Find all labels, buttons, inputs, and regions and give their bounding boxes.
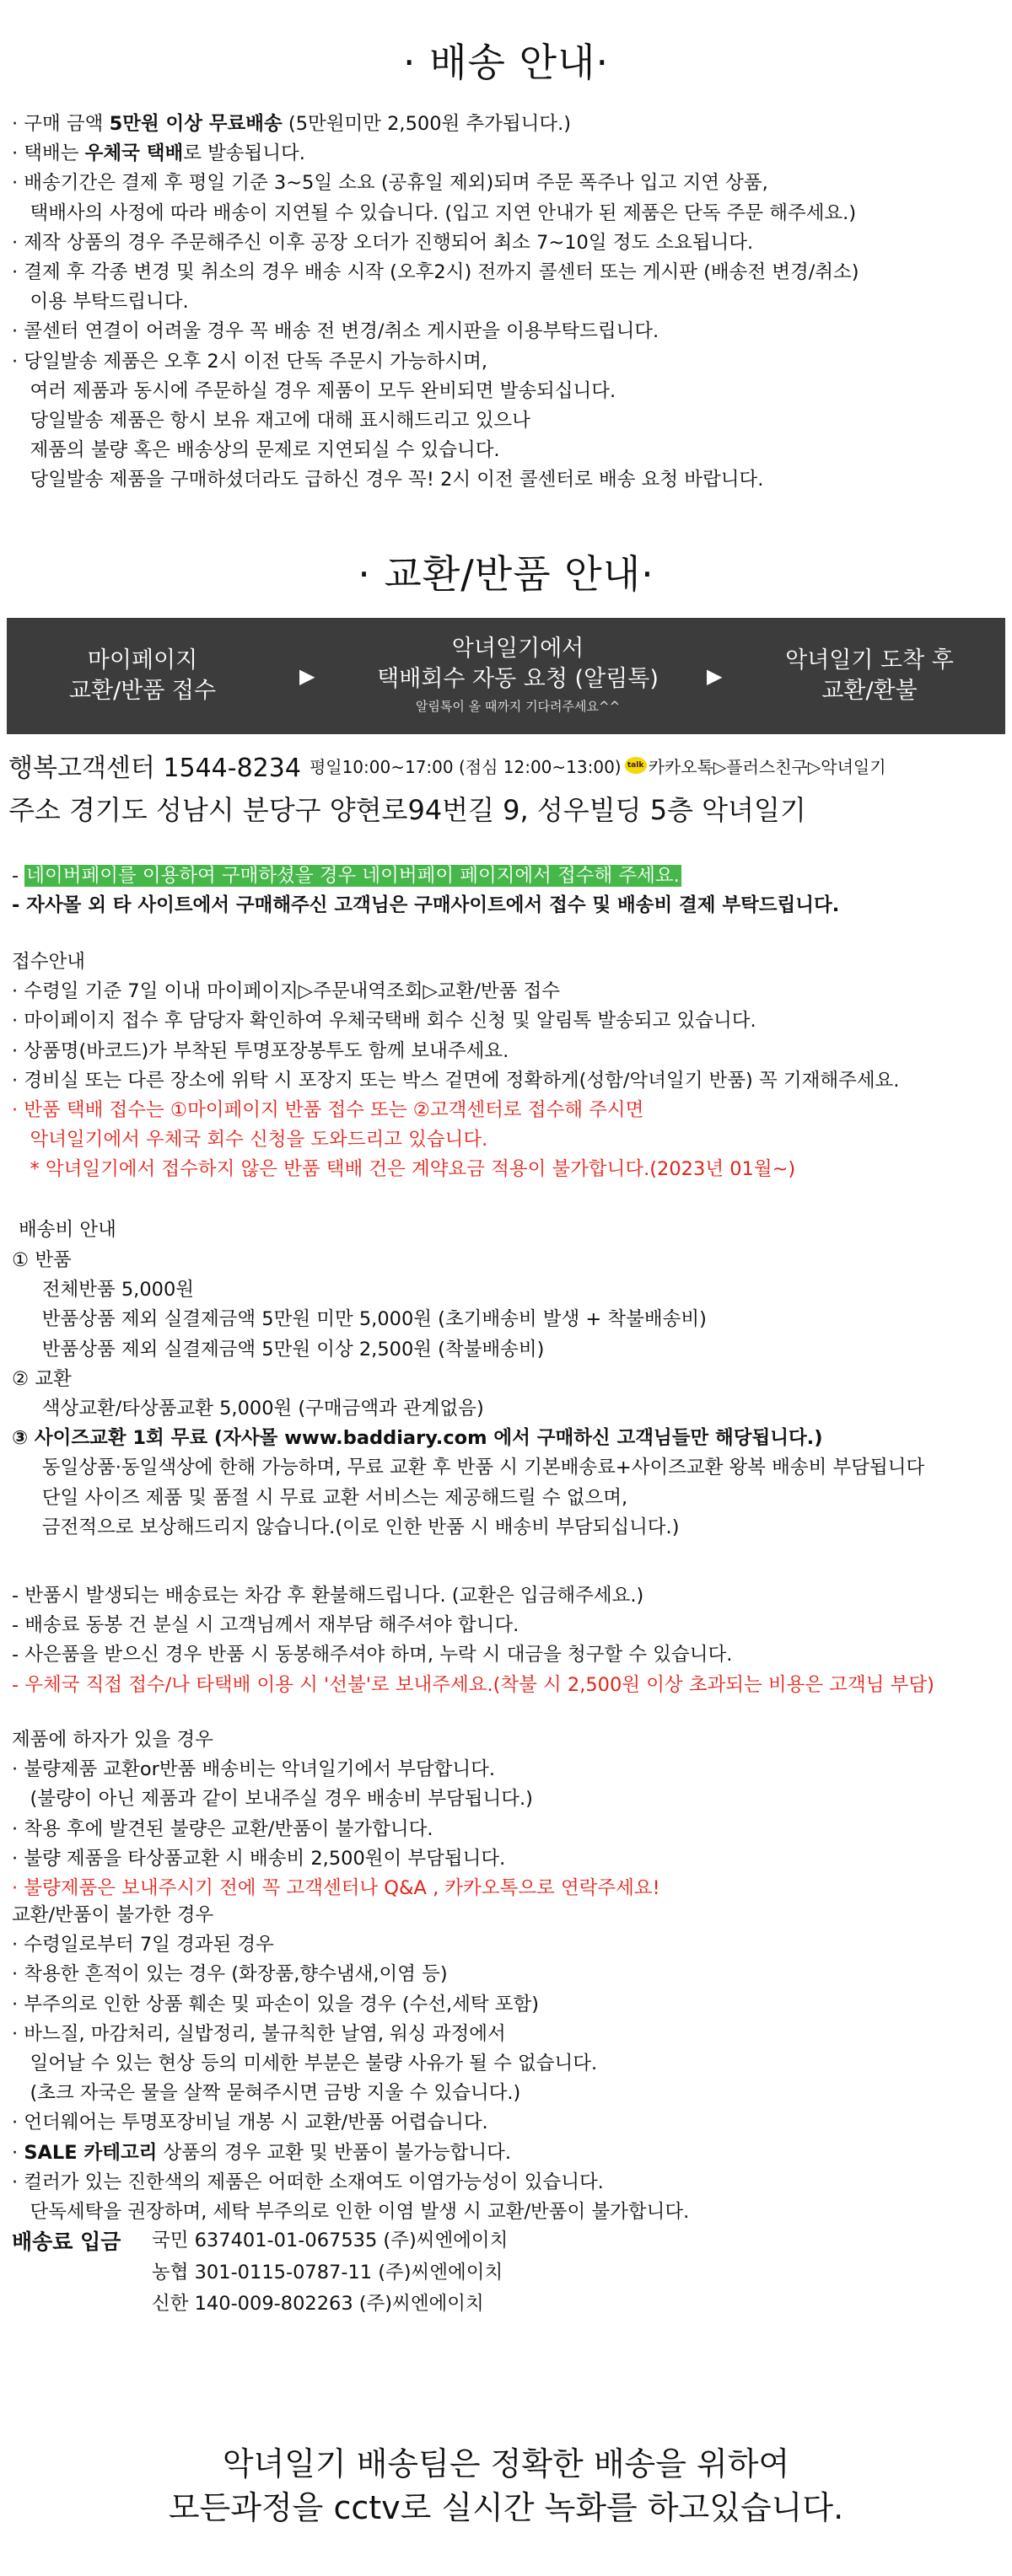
step-3-line2: 교환/환불: [821, 678, 918, 704]
text-segment: - 배송료 동봉 건 분실 시 고객님께서 재부담 해주셔야 합니다.: [12, 1614, 519, 1637]
text-line: [12, 1784, 1004, 1814]
text-segment: 일어날 수 있는 현상 등의 미세한 부분은 불량 사유가 될 수 없습니다.: [12, 2053, 598, 2075]
text-line: [12, 1874, 1004, 1903]
arrow-right-icon: ▶: [299, 664, 315, 688]
shipping-fee-lines: [12, 1246, 1004, 1543]
text-line: [12, 406, 1004, 436]
text-line: [12, 1305, 1004, 1334]
text-segment: 금전적으로 보상해드리지 않습니다.(이로 인한 반품 시 배송비 부담되십니다.): [12, 1516, 680, 1538]
text-segment: · 컬러가 있는 진한색의 제품은 어떠한 소재여도 이염가능성이 있습니다.: [12, 2171, 604, 2193]
text-segment: · 언더웨어는 투명포장비닐 개봉 시 교환/반품 어렵습니다.: [12, 2112, 488, 2134]
text-segment: · 착용한 흔적이 있는 경우 (화장품,향수냄새,이염 등): [12, 1963, 448, 1986]
notice-lines: [12, 861, 1004, 920]
text-segment: · 불량 제품을 타상품교환 시 배송비 2,500원이 부담됩니다.: [12, 1847, 506, 1870]
defect-lines: [12, 1755, 1004, 1903]
refund-notes: [12, 1581, 1004, 1700]
step-2-note: 알림톡이 올 때까지 기다려주세요^^: [415, 699, 621, 714]
step-2-line1: 악녀일기에서: [451, 636, 584, 662]
text-segment: · 마이페이지 접수 후 담당자 확인하여 우체국택배 회수 신청 및 알림톡 발송되고 있습니다.: [12, 1010, 756, 1033]
exchange-title: · 교환/반품 안내·: [358, 551, 654, 597]
text-segment: · 콜센터 연결이 어려울 경우 꼭 배송 전 변경/취소 게시판을 이용부탁드립니다.: [12, 320, 659, 343]
text-segment: 이용 부탁드립니다.: [12, 291, 189, 314]
step-refund: [734, 618, 1005, 734]
bank-account-nh: 농협 301-0115-0787-11 (주)씨엔에이치: [152, 2261, 503, 2284]
text-segment: · 당일발송 제품은 오후 2시 이전 단독 주문시 가능하시며,: [12, 350, 488, 373]
text-segment: 택배사의 사정에 따라 배송이 지연될 수 있습니다. (입고 지연 안내가 된 제품은 단독 주문 해주세요.): [12, 201, 857, 224]
customer-center: [8, 749, 886, 782]
cctv-notice-line1: 악녀일기 배송팀은 정확한 배송을 위하여: [222, 2445, 790, 2482]
text-line: [12, 1155, 1004, 1184]
bank-rows: [152, 2225, 508, 2321]
text-segment: · 착용 후에 발견된 불량은 교환/반품이 불가합니다.: [12, 1817, 433, 1840]
return-process-steps: [7, 618, 1005, 734]
text-line: [12, 1246, 1004, 1275]
highlighted-text: 네이버페이를 이용하여 구매하셨을 경우 네이버페이 페이지에서 접수해 주세요.: [26, 865, 680, 887]
text-line: [12, 2198, 1004, 2227]
text-segment: 반품상품 제외 실결제금액 5만원 미만 5,000원 (초기배송비 발생 + 착불배송비): [12, 1308, 707, 1331]
step-mypage-request: [7, 618, 278, 734]
text-line: [12, 1453, 1004, 1483]
defect-title: 제품에 하자가 있을 경우: [12, 1729, 213, 1751]
shipping-fee-title: [19, 1216, 1010, 1245]
text-line: [12, 1611, 1004, 1640]
not-allowed-section: [12, 1901, 1004, 2227]
not-allowed-lines: [12, 1930, 1004, 2227]
text-line: [12, 2020, 1004, 2049]
text-segment: (초크 자국은 물을 살짝 묻혀주시면 금방 지울 수 있습니다.): [12, 2082, 521, 2105]
text-line: [12, 2108, 1004, 2138]
step-2-line2: 택배회수 자동 요청 (알림톡): [377, 666, 659, 692]
text-line: [12, 199, 1004, 228]
text-line: [12, 1365, 1004, 1394]
delivery-title: · 배송 안내·: [402, 40, 610, 85]
text-line: [12, 287, 1004, 317]
reception-lines: [12, 977, 1004, 1184]
text-line: [12, 1096, 1004, 1125]
text-line: [12, 347, 1004, 377]
text-segment: · 택배는: [12, 142, 85, 165]
defect-section: [12, 1725, 1004, 1903]
text-segment: 단일 사이즈 제품 및 품절 시 무료 교환 서비스는 제공해드릴 수 없으며,: [12, 1486, 628, 1509]
text-segment: (불량이 아닌 제품과 같이 보내주실 경우 배송비 부담됩니다.): [12, 1788, 533, 1811]
bank-label: 배송료 입금: [12, 2230, 121, 2254]
bold-text: 5만원 이상 무료배송: [109, 113, 283, 135]
text-segment: · 부주의로 인한 상품 훼손 및 파손이 있을 경우 (수선,세탁 포함): [12, 1993, 540, 2015]
text-line: [12, 1125, 1004, 1155]
company-address: 주소 경기도 성남시 분당구 양현로94번길 9, 성우빌딩 5층 악녀일기: [8, 794, 806, 826]
cctv-notice-line2: 모든과정을 cctv로 실시간 녹화를 하고있습니다.: [168, 2489, 844, 2526]
text-segment: 당일발송 제품은 항시 보유 재고에 대해 표시해드리고 있으나: [12, 410, 530, 432]
text-line: [12, 169, 1004, 198]
bold-text: SALE 카테고리: [24, 2141, 158, 2164]
text-line: [12, 1990, 1004, 2020]
text-segment: ① 반품: [12, 1249, 72, 1271]
shipping-fee-heading: 배송비 안내: [19, 1219, 116, 1241]
warning-text: 악녀일기에서 우체국 회수 신청을 도와드리고 있습니다.: [12, 1129, 488, 1151]
text-line: [12, 2139, 1004, 2168]
text-line: [12, 1275, 1004, 1305]
text-segment: - 사은품을 받으신 경우 반품 시 동봉해주셔야 하며, 누락 시 대금을 청구할 수 있습니다.: [12, 1644, 733, 1666]
text-segment: · 불량제품 교환or반품 배송비는 악녀일기에서 부담합니다.: [12, 1758, 495, 1781]
text-line: [12, 861, 1004, 891]
text-line: [12, 258, 1004, 287]
text-line: [12, 110, 1004, 139]
text-segment: · 수령일로부터 7일 경과된 경우: [12, 1934, 274, 1956]
text-segment: - 반품시 발생되는 배송료는 차감 후 환불해드립니다. (교환은 입금해주세요.): [12, 1585, 644, 1607]
text-line: [12, 1066, 1004, 1096]
text-line: [12, 436, 1004, 465]
text-line: [12, 2079, 1004, 2108]
not-allowed-title: 교환/반품이 불가한 경우: [12, 1904, 214, 1926]
text-line: [12, 1424, 1004, 1453]
text-line: [12, 1960, 1004, 1989]
text-line: [12, 1394, 1004, 1424]
text-segment: 로 발송됩니다.: [183, 142, 305, 165]
text-line: [12, 317, 1004, 346]
text-line: [12, 1815, 1004, 1844]
text-line: [12, 1640, 1004, 1670]
text-segment: 제품의 불량 혹은 배송상의 문제로 지연되실 수 있습니다.: [12, 439, 500, 462]
center-phone: 행복고객센터 1544-8234: [8, 754, 301, 783]
text-line: [12, 2049, 1004, 2079]
text-segment: · 경비실 또는 다른 장소에 위탁 시 포장지 또는 박스 겉면에 정확하게(성함/악녀일기 반품) 꼭 기재해주세요.: [12, 1069, 900, 1092]
text-segment: 동일상품·동일색상에 한해 가능하며, 무료 교환 후 반품 시 기본배송료+사이즈교환 왕복 배송비 부담됩니다: [12, 1457, 925, 1479]
reception-title: 접수안내: [12, 951, 85, 973]
text-line: [12, 1484, 1004, 1513]
bold-text: ③ 사이즈교환 1회 무료 (자사몰 www.baddiary.com 에서 구매하신 고객님들만 해당됩니다.): [12, 1427, 823, 1450]
text-segment: (5만원미만 2,500원 추가됩니다.): [282, 113, 572, 135]
text-segment: · 제작 상품의 경우 주문해주신 이후 공장 오더가 진행되어 최소 7~10일 정도 소요됩니다.: [12, 231, 754, 254]
text-line: [12, 977, 1004, 1006]
kakaotalk-icon: talk: [625, 757, 647, 774]
text-segment: 전체반품 5,000원: [12, 1279, 195, 1301]
text-line: [12, 2168, 1004, 2198]
text-segment: · 결제 후 각종 변경 및 취소의 경우 배송 시작 (오후2시) 전까지 콜센터 또는 게시판 (배송전 변경/취소): [12, 261, 859, 284]
text-segment: 당일발송 제품을 구매하셨더라도 급하신 경우 꼭! 2시 이전 콜센터로 배송 요청 바랍니다.: [12, 469, 764, 491]
text-segment: · 상품명(바코드)가 부착된 투명포장봉투도 함께 보내주세요.: [12, 1039, 509, 1062]
text-line: [12, 1581, 1004, 1611]
text-segment: 단독세탁을 권장하며, 세탁 부주의로 인한 이염 발생 시 교환/반품이 불가합니다.: [12, 2201, 690, 2224]
text-line: [12, 1006, 1004, 1036]
text-segment: ② 교환: [12, 1367, 72, 1390]
step-1-line1: 마이페이지: [87, 647, 198, 674]
delivery-lines: [12, 110, 1004, 496]
text-line: [12, 465, 1004, 495]
text-segment: 여러 제품과 동시에 주문하실 경우 제품이 모두 완비되면 발송되십니다.: [12, 379, 616, 402]
bank-account-kb: 국민 637401-01-067535 (주)씨엔에이치: [152, 2230, 509, 2251]
text-line: [12, 377, 1004, 406]
text-line: [12, 1671, 1004, 1700]
text-segment: 반품상품 제외 실결제금액 5만원 이상 2,500원 (착불배송비): [12, 1338, 545, 1360]
step-auto-pickup: [336, 618, 700, 734]
text-line: [12, 891, 1004, 920]
arrow-right-icon: ▶: [707, 664, 723, 688]
step-1-line2: 교환/반품 접수: [68, 678, 217, 704]
text-line: [12, 1755, 1004, 1784]
text-line: [12, 1335, 1004, 1365]
warning-text: - 우체국 직접 접수/나 타택배 이용 시 '선불'로 보내주세요.(착불 시 2,500원 이상 초과되는 비용은 고객님 부담): [12, 1673, 934, 1696]
text-segment: · 수령일 기준 7일 이내 마이페이지▷주문내역조회▷교환/반품 접수: [12, 980, 560, 1003]
kakao-channel: 카카오톡▷플러스친구▷악녀일기: [648, 756, 886, 777]
warning-text: · 불량제품은 보내주시기 전에 꼭 고객센터나 Q&A , 카카오톡으로 연락주세요!: [12, 1877, 660, 1900]
text-line: [12, 1513, 1004, 1543]
text-line: [12, 1037, 1004, 1066]
text-line: [12, 1844, 1004, 1874]
text-segment: · 구매 금액: [12, 113, 110, 135]
step-3-line1: 악녀일기 도착 후: [785, 647, 954, 674]
text-segment: · 바느질, 마감처리, 실밥정리, 불규칙한 날염, 워싱 과정에서: [12, 2022, 506, 2045]
reception-section: [12, 947, 1004, 1185]
bold-text: - 자사몰 외 타 사이트에서 구매해주신 고객님은 구매사이트에서 접수 및 배송비 결제 부탁드립니다.: [12, 894, 840, 917]
text-segment: · 배송기간은 결제 후 평일 기준 3~5일 소요 (공휴일 제외)되며 주문 폭주나 입고 지연 상품,: [12, 172, 768, 195]
text-segment: 색상교환/타상품교환 5,000원 (구매금액과 관계없음): [12, 1398, 484, 1420]
text-segment: 상품의 경우 교환 및 반품이 불가능합니다.: [157, 2141, 511, 2164]
text-segment: ·: [12, 2141, 24, 2164]
text-line: [12, 228, 1004, 258]
warning-text: · 반품 택배 접수는 ①마이페이지 반품 접수 또는 ②고객센터로 접수해 주시면: [12, 1099, 644, 1122]
bold-text: 우체국 택배: [84, 142, 184, 165]
bank-account-shinhan: 신한 140-009-802263 (주)씨엔에이치: [152, 2293, 484, 2315]
center-hours: 평일10:00~17:00 (점심 12:00~13:00): [309, 756, 622, 777]
warning-text: * 악녀일기에서 접수하지 않은 반품 택배 건은 계약요금 적용이 불가합니다.(2023년 01월~): [12, 1158, 796, 1181]
text-line: [12, 139, 1004, 169]
text-line: [12, 1930, 1004, 1960]
text-segment: -: [12, 865, 25, 887]
